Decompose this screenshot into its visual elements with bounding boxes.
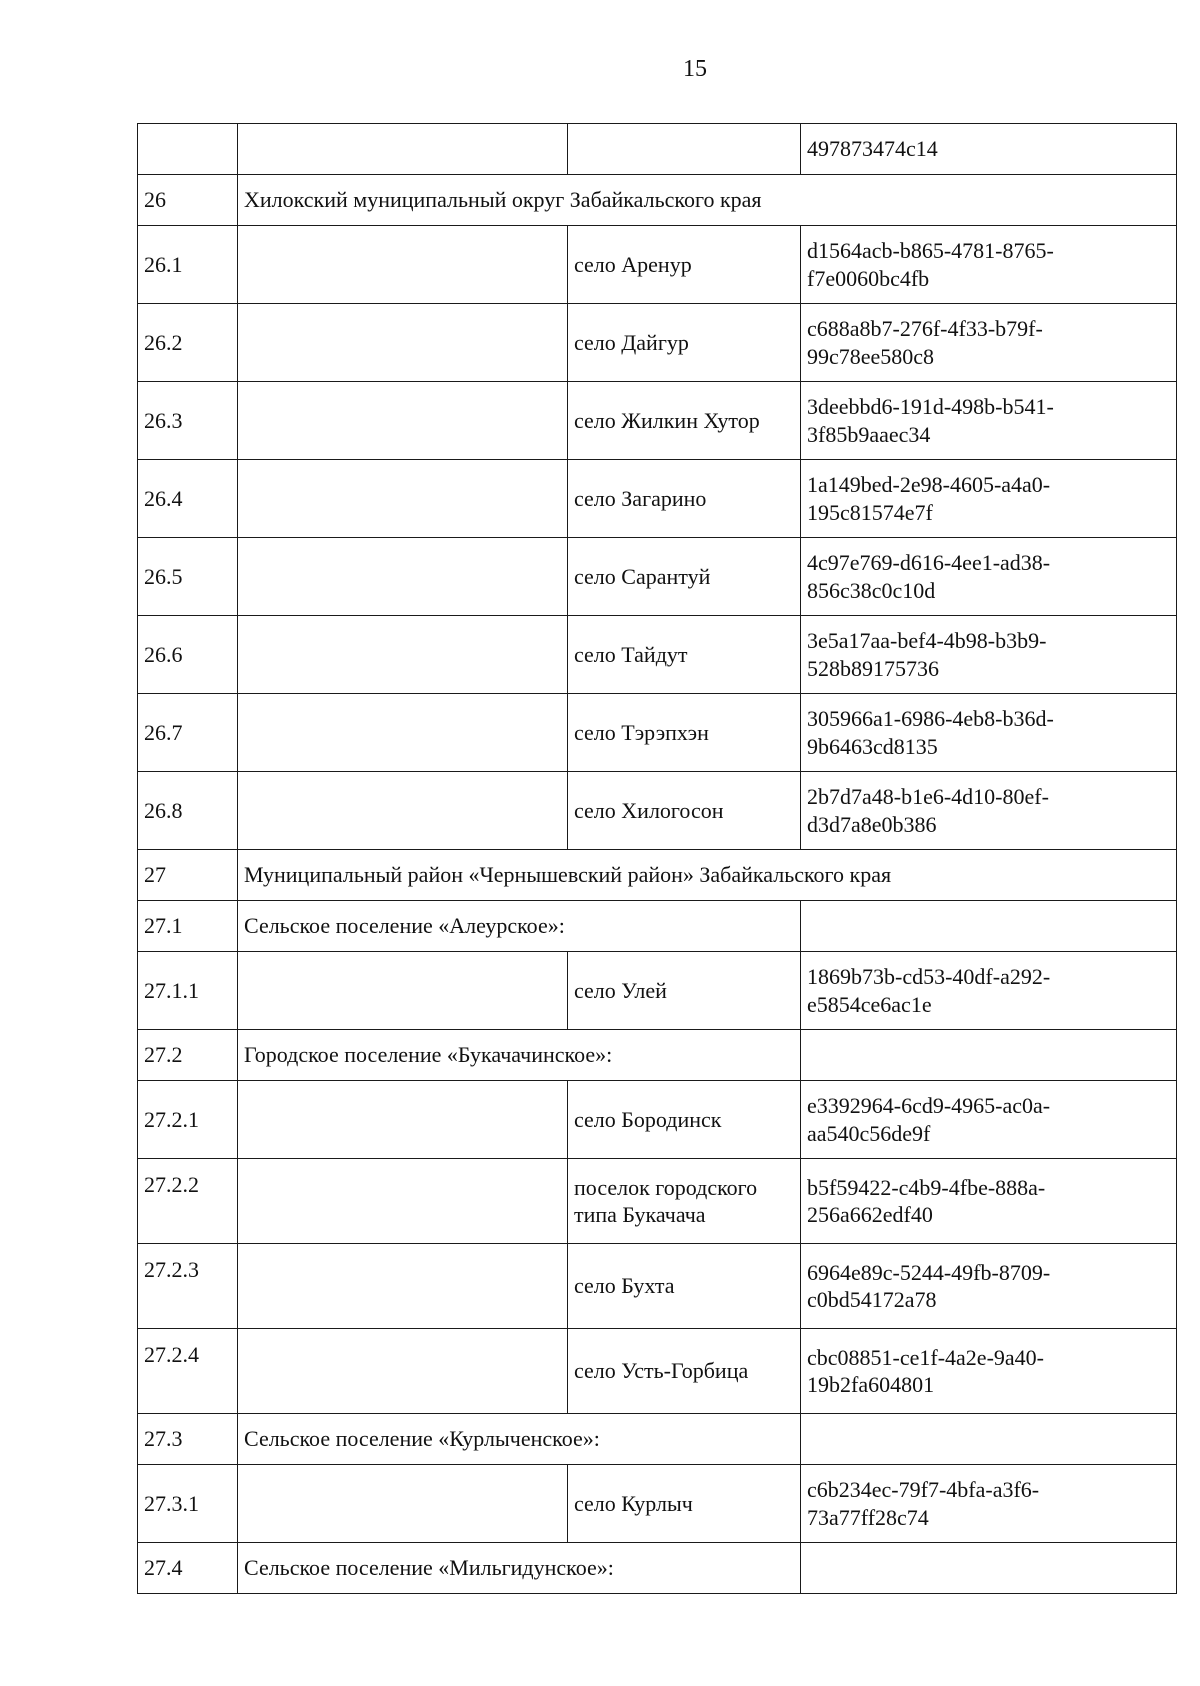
table-row [138,1543,1177,1594]
region-cell [238,304,568,382]
table-row [138,1030,1177,1081]
table-row [138,1159,1177,1244]
region-cell [238,1081,568,1159]
row-number: 27.2.1 [138,1081,238,1159]
uid-cell: 1869b73b-cd53-40df-a292- e5854ce6ac1e [801,952,1177,1030]
region-cell [238,1465,568,1543]
row-number: 26 [138,175,238,226]
table-row [138,952,1177,1030]
table-row [138,901,1177,952]
row-number: 27.2.3 [138,1244,238,1329]
table-row [138,538,1177,616]
region-cell [238,538,568,616]
row-number: 27.2.2 [138,1159,238,1244]
locality-name: село Дайгур [568,304,801,382]
locality-name: село Усть-Горбица [568,1329,801,1414]
table-row [138,304,1177,382]
table-row [138,226,1177,304]
uid-cell: 1a149bed-2e98-4605-a4a0- 195c81574e7f [801,460,1177,538]
uid-cell: e3392964-6cd9-4965-ac0a- aa540c56de9f [801,1081,1177,1159]
locality-name: село Аренур [568,226,801,304]
row-number: 26.6 [138,616,238,694]
uid-cell: 4c97e769-d616-4ee1-ad38- 856c38c0c10d [801,538,1177,616]
uid-cell: 6964e89c-5244-49fb-8709- c0bd54172a78 [801,1244,1177,1329]
uid-cell: c6b234ec-79f7-4bfa-a3f6- 73a77ff28c74 [801,1465,1177,1543]
table-body [138,124,1177,1594]
locality-name: село Тайдут [568,616,801,694]
row-number: 27 [138,850,238,901]
table-row [138,460,1177,538]
region-cell [238,460,568,538]
row-number: 26.5 [138,538,238,616]
region-cell [238,382,568,460]
settlement-title: Сельское поселение «Мильгидунское»: [238,1543,801,1594]
region-cell [238,772,568,850]
uid-cell: b5f59422-c4b9-4fbe-888a- 256a662edf40 [801,1159,1177,1244]
locality-name: село Бухта [568,1244,801,1329]
row-number: 26.3 [138,382,238,460]
uid-cell [801,1030,1177,1081]
locality-name [568,124,801,175]
region-cell [238,1244,568,1329]
region-cell [238,1329,568,1414]
row-number: 27.4 [138,1543,238,1594]
row-number: 26.2 [138,304,238,382]
row-number: 27.3.1 [138,1465,238,1543]
row-number: 27.3 [138,1414,238,1465]
row-number: 26.1 [138,226,238,304]
locality-name: село Жилкин Хутор [568,382,801,460]
table-row [138,1414,1177,1465]
uid-cell: 497873474c14 [801,124,1177,175]
region-cell [238,694,568,772]
uid-cell: 305966a1-6986-4eb8-b36d- 9b6463cd8135 [801,694,1177,772]
locality-name: село Сарантуй [568,538,801,616]
locality-name: село Хилогосон [568,772,801,850]
settlement-title: Сельское поселение «Алеурское»: [238,901,801,952]
settlement-title: Городское поселение «Букачачинское»: [238,1030,801,1081]
uid-cell: 3deebbd6-191d-498b-b541- 3f85b9aaec34 [801,382,1177,460]
district-title: Хилокский муниципальный округ Забайкальского края [238,175,1177,226]
page-number: 15 [683,56,707,82]
locality-name: село Загарино [568,460,801,538]
table-row [138,1465,1177,1543]
settlements-table [137,123,1177,1594]
region-cell [238,616,568,694]
uid-cell: d1564acb-b865-4781-8765- f7e0060bc4fb [801,226,1177,304]
row-number: 26.8 [138,772,238,850]
uid-cell [801,1414,1177,1465]
locality-name: село Курлыч [568,1465,801,1543]
table-row [138,1329,1177,1414]
table-row [138,772,1177,850]
row-number: 27.2 [138,1030,238,1081]
row-number: 27.1 [138,901,238,952]
locality-name: село Тэрэпхэн [568,694,801,772]
row-number: 27.2.4 [138,1329,238,1414]
table-row [138,382,1177,460]
table-row [138,1244,1177,1329]
uid-cell: cbc08851-ce1f-4a2e-9a40- 19b2fa604801 [801,1329,1177,1414]
row-number: 26.4 [138,460,238,538]
uid-cell: 3e5a17aa-bef4-4b98-b3b9- 528b89175736 [801,616,1177,694]
region-cell [238,952,568,1030]
locality-name: село Улей [568,952,801,1030]
row-number: 26.7 [138,694,238,772]
uid-cell: 2b7d7a48-b1e6-4d10-80ef- d3d7a8e0b386 [801,772,1177,850]
table-row [138,850,1177,901]
region-cell [238,124,568,175]
district-title: Муниципальный район «Чернышевский район» Забайкальского края [238,850,1177,901]
row-number [138,124,238,175]
table-row [138,694,1177,772]
table-row [138,175,1177,226]
uid-cell: c688a8b7-276f-4f33-b79f- 99c78ee580c8 [801,304,1177,382]
region-cell [238,1159,568,1244]
row-number: 27.1.1 [138,952,238,1030]
locality-name: село Бородинск [568,1081,801,1159]
region-cell [238,226,568,304]
table-row [138,124,1177,175]
uid-cell [801,1543,1177,1594]
table-row [138,616,1177,694]
uid-cell [801,901,1177,952]
settlement-title: Сельское поселение «Курлыченское»: [238,1414,801,1465]
table-row [138,1081,1177,1159]
locality-name: поселок городского типа Букачача [568,1159,801,1244]
